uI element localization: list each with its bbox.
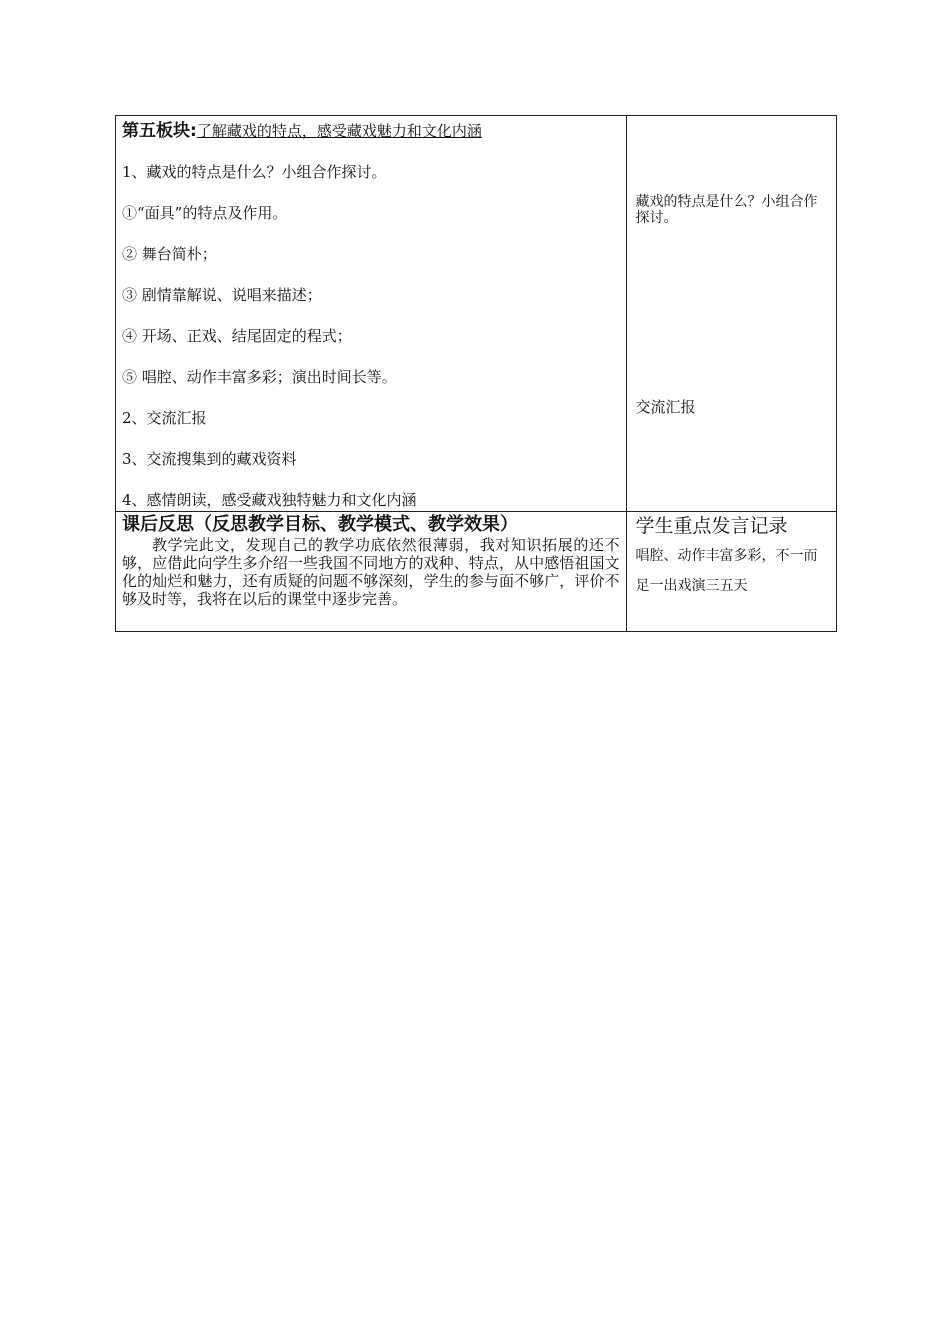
- record-body: 唱腔、动作丰富多彩，不一而足一出戏演三五天: [635, 548, 818, 594]
- section5-line: ④ 开场、正戏、结尾固定的程式；: [122, 327, 352, 345]
- section5-line: 2、交流汇报: [122, 409, 207, 427]
- section5-line: ② 舞台简朴；: [122, 245, 217, 263]
- reflection-row: [116, 512, 837, 632]
- section5-row: [116, 116, 837, 512]
- section5-line: ①“面具”的特点及作用。: [122, 204, 288, 222]
- section5-content-cell: [116, 116, 627, 512]
- section5-line: ⑤ 唱腔、动作丰富多彩；演出时间长等。: [122, 368, 397, 386]
- section5-line: ③ 剧情靠解说、说唱来描述；: [122, 286, 322, 304]
- reflection-body: 教学完此文，发现自己的教学功底依然很薄弱，我对知识拓展的还不够，应借此向学生多介绍一些我国不同地方的戏种、特点，从中感悟祖国文化的灿烂和魅力，还有质疑的问题不够深刻，学生的参与面不够广，评价不够及时等，我将在以后的课堂中逐步完善。: [122, 536, 620, 608]
- record-heading: 学生重点发言记录: [635, 515, 788, 537]
- side-note-discussion: 藏戏的特点是什么？小组合作探讨。: [635, 194, 818, 226]
- side-note-report: 交流汇报: [635, 398, 696, 416]
- section5-header: [122, 119, 620, 143]
- section5-line: 4、感情朗读，感受藏戏独特魅力和文化内涵: [122, 491, 417, 509]
- section5-notes-cell: [626, 116, 836, 512]
- section5-heading: 第五板块:: [122, 121, 197, 141]
- section5-line: 3、交流搜集到的藏戏资料: [122, 450, 297, 468]
- section5-line: 1、藏戏的特点是什么？小组合作探讨。: [122, 163, 387, 181]
- section5-subtitle: 了解藏戏的特点，感受藏戏魅力和文化内涵: [196, 122, 482, 140]
- lesson-plan-table: [115, 115, 837, 632]
- reflection-heading: 课后反思（反思教学目标、教学模式、教学效果）: [122, 514, 518, 535]
- reflection-cell: [116, 512, 627, 632]
- record-cell: [626, 512, 836, 632]
